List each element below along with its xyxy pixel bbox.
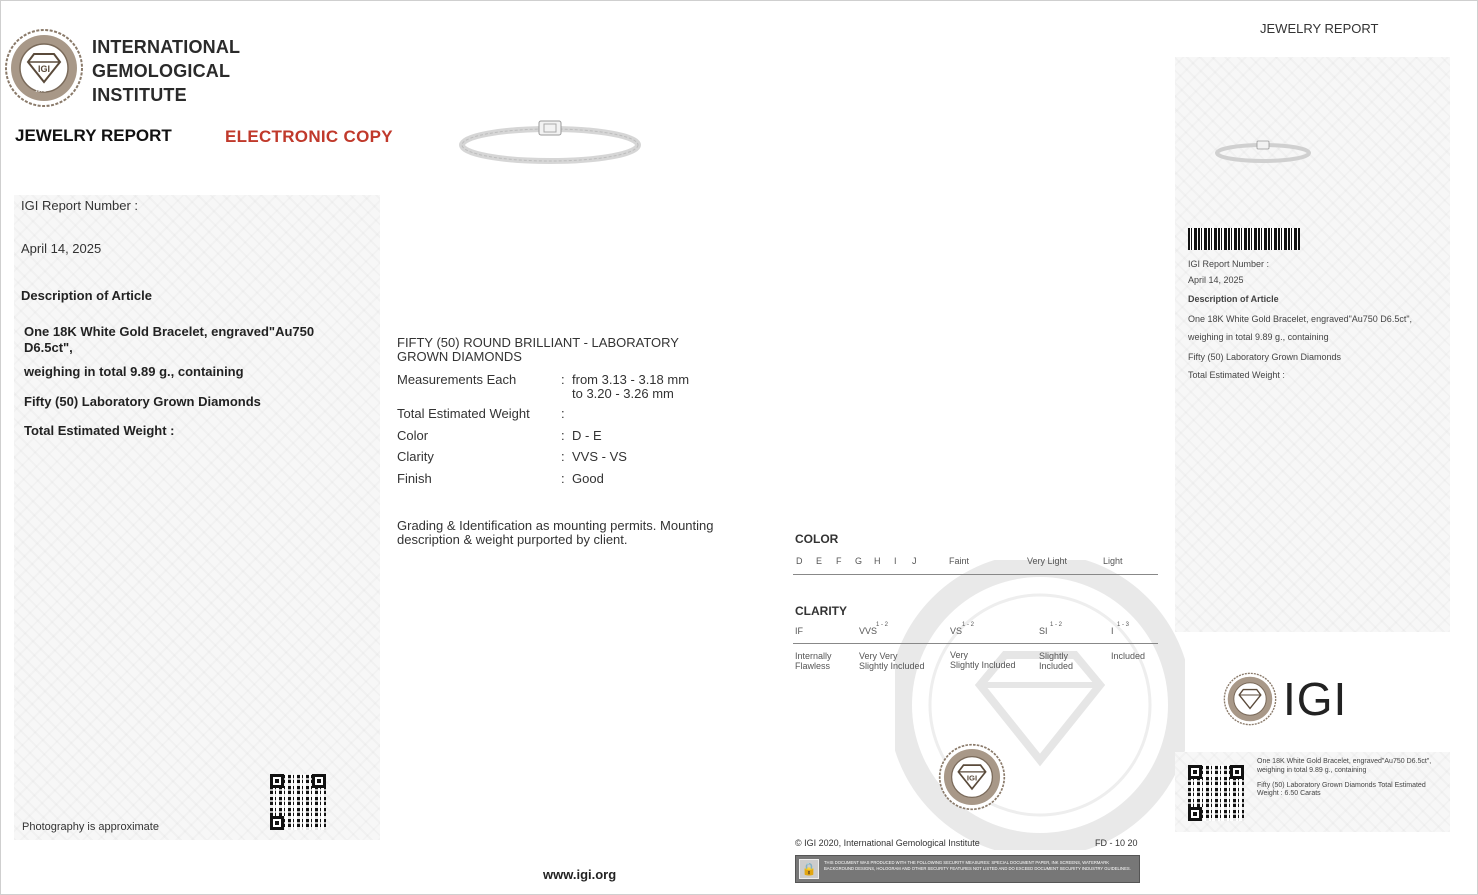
- weight-sep: :: [561, 406, 565, 421]
- color-letter-i: I: [894, 556, 897, 566]
- clarity-code-if: IF: [795, 626, 803, 636]
- color-letter-e: E: [816, 556, 823, 566]
- stub-description-line1: One 18K White Gold Bracelet, engraved"Au750 D6.5ct",: [1188, 314, 1413, 324]
- report-date: April 14, 2025: [21, 241, 102, 256]
- org-name-line3: INSTITUTE: [92, 85, 187, 105]
- electronic-copy-label: ELECTRONIC COPY: [225, 127, 393, 146]
- clarity-desc-i-1: Included: [1111, 651, 1146, 661]
- stub-bracelet-image: [1213, 137, 1313, 167]
- clarity-sep: :: [561, 449, 565, 464]
- clarity-code-i: I: [1111, 626, 1114, 636]
- description-line3: Fifty (50) Laboratory Grown Diamonds: [24, 394, 261, 409]
- stub-igi-seal: [1223, 672, 1277, 726]
- svg-text:IGI: IGI: [37, 64, 51, 74]
- color-group-light: Light: [1103, 556, 1123, 566]
- photo-note: Photography is approximate: [22, 821, 159, 833]
- stub-mini-line2: weighing in total 9.89 g., containing: [1257, 767, 1367, 774]
- stub-mini-line4: Weight : 6.50 Carats: [1257, 790, 1321, 797]
- clarity-scale-heading: CLARITY: [795, 604, 847, 618]
- color-label: Color: [397, 428, 429, 443]
- measurements-label: Measurements Each: [397, 372, 517, 387]
- clarity-desc-si-1: Slightly: [1039, 651, 1069, 661]
- stub-description-line3: Fifty (50) Laboratory Grown Diamonds: [1188, 352, 1342, 362]
- color-letter-h: H: [874, 556, 881, 566]
- clarity-code-vs: VS: [950, 626, 963, 636]
- description-line1: One 18K White Gold Bracelet, engraved"Au750 D6.5ct",: [24, 324, 315, 355]
- measurements-value2: to 3.20 - 3.26 mm: [572, 386, 674, 401]
- security-strip: [795, 855, 1140, 883]
- description-heading: Description of Article: [21, 288, 152, 303]
- weight-label: Total Estimated Weight: [397, 406, 530, 421]
- color-letter-j: J: [912, 556, 917, 566]
- clarity-desc-vvs-2: Slightly Included: [859, 661, 925, 671]
- clarity-code-vvs: VVS: [859, 626, 878, 636]
- stub-logo-text: IGI: [1283, 673, 1348, 725]
- org-name-line1: INTERNATIONAL: [92, 37, 241, 57]
- report-title: JEWELRY REPORT: [15, 126, 172, 145]
- stub-report-date: April 14, 2025: [1188, 275, 1244, 285]
- clarity-sup-i: 1 - 3: [1117, 622, 1130, 628]
- color-scale-rule: [793, 574, 1158, 575]
- qr-code-left: [270, 774, 326, 830]
- color-letter-f: F: [836, 556, 842, 566]
- description-line4: Total Estimated Weight :: [24, 423, 175, 438]
- stub-title: JEWELRY REPORT: [1260, 21, 1379, 36]
- details-heading: FIFTY (50) ROUND BRILLIANT - LABORATORY GROWN DIAMONDS: [397, 335, 679, 364]
- stub-report-number-label: IGI Report Number :: [1188, 259, 1270, 269]
- clarity-desc-vvs-1: Very Very: [859, 651, 898, 661]
- stub-description-heading: Description of Article: [1188, 294, 1279, 304]
- stub-barcode: [1188, 228, 1300, 250]
- report-number-label: IGI Report Number :: [21, 198, 139, 213]
- clarity-sup-si: 1 - 2: [1050, 622, 1063, 628]
- lock-icon: 🔒: [799, 859, 819, 879]
- form-code: FD - 10 20: [1095, 838, 1138, 848]
- qr-code-right: [1188, 765, 1244, 821]
- color-group-faint: Faint: [949, 556, 970, 566]
- seal-year: 1975: [35, 88, 47, 94]
- org-name-line2: GEMOLOGICAL: [92, 61, 231, 81]
- stub-description-line2: weighing in total 9.89 g., containing: [1188, 332, 1329, 342]
- clarity-desc-vs-1: Very: [950, 650, 969, 660]
- description-line2: weighing in total 9.89 g., containing: [24, 364, 244, 379]
- clarity-desc-vs-2: Slightly Included: [950, 660, 1016, 670]
- svg-text:IGI: IGI: [966, 773, 978, 783]
- clarity-code-si: SI: [1039, 626, 1048, 636]
- finish-label: Finish: [397, 471, 432, 486]
- color-sep: :: [561, 428, 565, 443]
- copyright: © IGI 2020, International Gemological Institute: [795, 838, 980, 848]
- grading-note: Grading & Identification as mounting permits. Mounting description & weight purported by client.: [397, 518, 714, 547]
- clarity-label: Clarity: [397, 449, 434, 464]
- clarity-desc-if-1: Internally: [795, 651, 832, 661]
- finish-sep: :: [561, 471, 565, 486]
- clarity-value: VVS - VS: [572, 449, 627, 464]
- color-group-very-light: Very Light: [1027, 556, 1068, 566]
- finish-value: Good: [572, 471, 604, 486]
- clarity-sup-vvs: 1 - 2: [876, 622, 889, 628]
- stub-description-line4: Total Estimated Weight :: [1188, 370, 1285, 380]
- stub-mini-line3: Fifty (50) Laboratory Grown Diamonds Total Estimated: [1257, 782, 1426, 789]
- website-link[interactable]: www.igi.org: [543, 867, 617, 882]
- security-text: THIS DOCUMENT WAS PRODUCED WITH THE FOLLOWING SECURITY MEASURES: SPECIAL DOCUMENT PAPER, INK SCREENS, WATERMARK BACKGROUND DESIGNS, HOLOGRAM AND OTHER SECURITY FEATURES NOT LISTED AND DO EXCEED DOCUMENT SECURITY INDUSTRY GUIDELINES.: [824, 860, 1131, 871]
- color-value: D - E: [572, 428, 602, 443]
- color-letter-d: D: [796, 556, 803, 566]
- clarity-scale-rule: [793, 643, 1158, 644]
- clarity-desc-si-2: Included: [1039, 661, 1074, 671]
- color-letter-g: G: [855, 556, 863, 566]
- measurements-sep: :: [561, 372, 565, 387]
- measurements-value: from 3.13 - 3.18 mm: [572, 372, 690, 387]
- bracelet-image: [455, 115, 645, 171]
- stub-mini-line1: One 18K White Gold Bracelet, engraved"Au750 D6.5ct",: [1257, 758, 1432, 765]
- small-igi-seal: [938, 743, 1006, 811]
- clarity-desc-if-2: Flawless: [795, 661, 831, 671]
- color-scale-heading: COLOR: [795, 532, 839, 546]
- clarity-sup-vs: 1 - 2: [962, 622, 975, 628]
